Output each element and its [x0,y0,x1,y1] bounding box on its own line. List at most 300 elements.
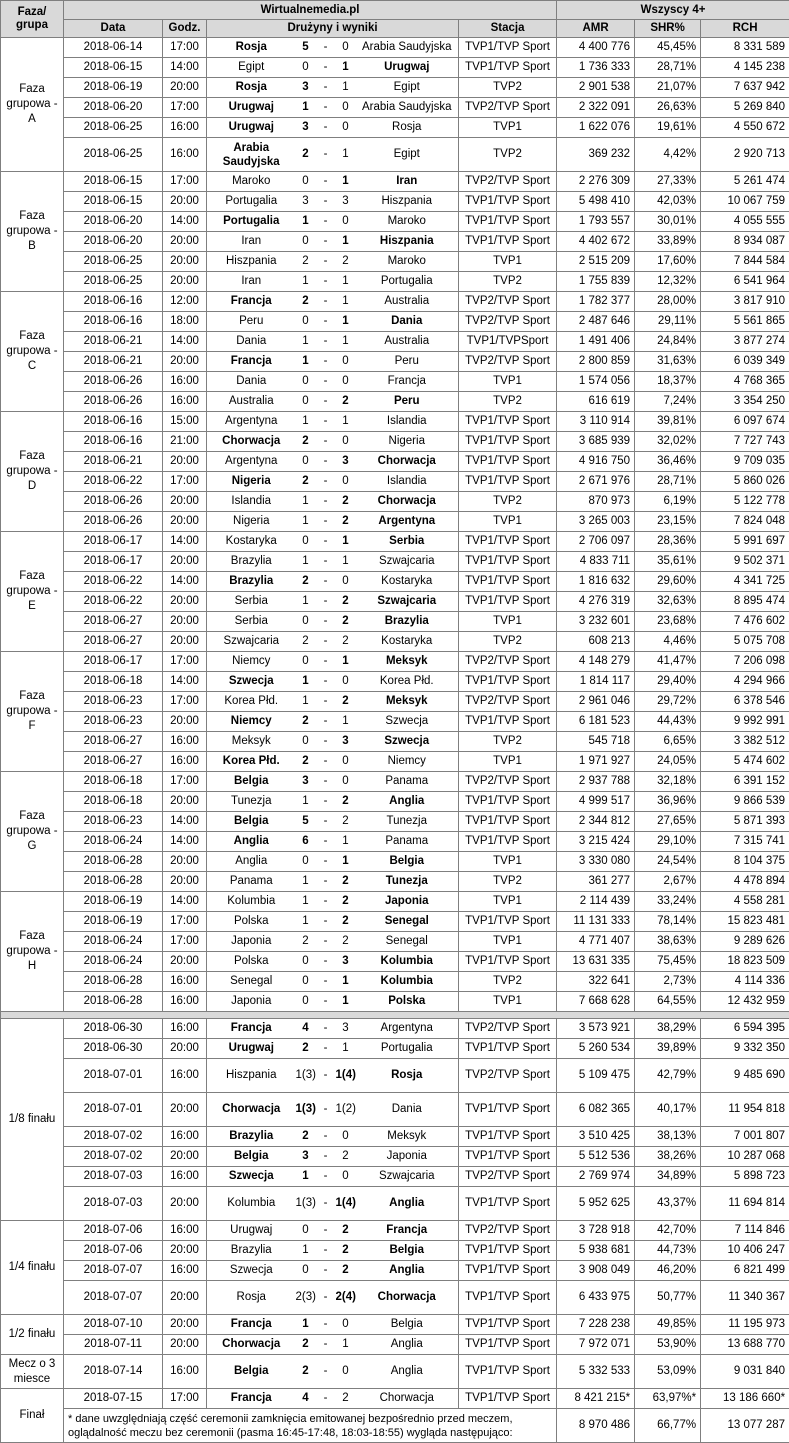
home-score: 1(3) [296,1059,316,1093]
away-score: 1 [336,78,356,98]
match-time: 20:00 [163,632,207,652]
away-team: Francja [356,1221,459,1241]
rch-value: 4 055 555 [701,212,789,232]
match-time: 16:00 [163,392,207,412]
rch-value: 9 709 035 [701,452,789,472]
match-time: 20:00 [163,1281,207,1315]
match-time: 20:00 [163,952,207,972]
match-date: 2018-07-07 [64,1261,163,1281]
home-team: Kostaryka [207,532,296,552]
match-date: 2018-06-23 [64,712,163,732]
station: TVP1/TVP Sport [459,412,557,432]
header-source: Wirtualnemedia.pl [64,1,557,20]
shr-value: 44,73% [635,1241,701,1261]
match-row [1,78,789,98]
rch-value: 4 294 966 [701,672,789,692]
home-score: 0 [296,372,316,392]
shr-value: 33,24% [635,892,701,912]
home-score: 2 [296,138,316,172]
station: TVP2 [459,972,557,992]
score-dash: - [316,892,336,912]
home-score: 3 [296,1147,316,1167]
home-score: 3 [296,192,316,212]
home-team: Japonia [207,932,296,952]
amr-value: 1 755 839 [557,272,635,292]
match-row [1,532,789,552]
match-row [1,832,789,852]
match-time: 14:00 [163,672,207,692]
shr-value: 38,29% [635,1019,701,1039]
shr-value: 29,60% [635,572,701,592]
away-score: 2 [336,692,356,712]
home-team: Francja [207,1315,296,1335]
rch-value: 5 474 602 [701,752,789,772]
score-dash: - [316,1147,336,1167]
match-row [1,992,789,1012]
away-score: 2 [336,632,356,652]
match-row [1,1147,789,1167]
match-row [1,1019,789,1039]
away-score: 1 [336,532,356,552]
amr-value: 3 265 003 [557,512,635,532]
match-time: 12:00 [163,292,207,312]
station: TVP2/TVP Sport [459,292,557,312]
away-team: Australia [356,332,459,352]
home-score: 2 [296,1039,316,1059]
home-score: 1(3) [296,1187,316,1221]
score-dash: - [316,1315,336,1335]
away-team: Maroko [356,252,459,272]
station: TVP1 [459,118,557,138]
station: TVP1/TVP Sport [459,952,557,972]
rch-value: 7 476 602 [701,612,789,632]
section-separator [1,1012,789,1019]
rch-value: 9 992 991 [701,712,789,732]
home-team: Panama [207,872,296,892]
away-team: Panama [356,832,459,852]
match-time: 14:00 [163,332,207,352]
home-team: Peru [207,312,296,332]
home-score: 4 [296,1019,316,1039]
away-team: Chorwacja [356,492,459,512]
station: TVP1/TVP Sport [459,1281,557,1315]
away-score: 2 [336,1261,356,1281]
station: TVP1 [459,892,557,912]
away-score: 0 [336,352,356,372]
rch-value: 4 558 281 [701,892,789,912]
rch-value: 4 114 336 [701,972,789,992]
score-dash: - [316,632,336,652]
rch-value: 5 269 840 [701,98,789,118]
match-row [1,852,789,872]
home-score: 1 [296,272,316,292]
rch-value: 6 039 349 [701,352,789,372]
away-team: Chorwacja [356,1389,459,1409]
home-team: Islandia [207,492,296,512]
home-team: Szwecja [207,672,296,692]
away-team: Portugalia [356,272,459,292]
away-team: Anglia [356,1355,459,1389]
rch-value: 15 823 481 [701,912,789,932]
score-dash: - [316,1241,336,1261]
away-team: Chorwacja [356,452,459,472]
match-row [1,1221,789,1241]
home-team: Polska [207,952,296,972]
rch-value: 11 954 818 [701,1093,789,1127]
final-body [1,1389,789,1443]
rch-value: 11 340 367 [701,1281,789,1315]
shr-value: 2,67% [635,872,701,892]
station: TVP1/TVP Sport [459,1335,557,1355]
rch-value-no-ceremony: 13 077 287 [701,1409,789,1443]
match-date: 2018-06-19 [64,892,163,912]
away-score: 3 [336,452,356,472]
away-team: Tunezja [356,812,459,832]
away-team: Korea Płd. [356,672,459,692]
amr-value: 5 938 681 [557,1241,635,1261]
home-score: 2(3) [296,1281,316,1315]
match-date: 2018-07-15 [64,1389,163,1409]
away-score: 0 [336,1355,356,1389]
match-time: 16:00 [163,1059,207,1093]
match-row [1,372,789,392]
amr-value: 4 148 279 [557,652,635,672]
amr-value: 870 973 [557,492,635,512]
home-score: 2 [296,432,316,452]
match-row [1,1315,789,1335]
station: TVP1/TVP Sport [459,1261,557,1281]
station: TVP1 [459,752,557,772]
header-station: Stacja [459,20,557,38]
station: TVP2/TVP Sport [459,772,557,792]
rch-value: 11 694 814 [701,1187,789,1221]
score-dash: - [316,1355,336,1389]
match-date: 2018-06-19 [64,912,163,932]
score-dash: - [316,492,336,512]
rch-value: 5 871 393 [701,812,789,832]
score-dash: - [316,512,336,532]
shr-value: 29,10% [635,832,701,852]
amr-value: 3 232 601 [557,612,635,632]
match-date: 2018-06-21 [64,332,163,352]
station: TVP2 [459,138,557,172]
match-time: 17:00 [163,692,207,712]
shr-value: 7,24% [635,392,701,412]
home-score: 0 [296,972,316,992]
away-score: 3 [336,952,356,972]
shr-value: 29,72% [635,692,701,712]
away-score: 1 [336,652,356,672]
match-time: 16:00 [163,1261,207,1281]
amr-value: 4 999 517 [557,792,635,812]
amr-value: 3 510 425 [557,1127,635,1147]
station: TVP1 [459,992,557,1012]
shr-value: 23,68% [635,612,701,632]
score-dash: - [316,832,336,852]
away-score: 1 [336,1335,356,1355]
match-time: 20:00 [163,1187,207,1221]
shr-value: 27,65% [635,812,701,832]
home-team: Szwecja [207,1167,296,1187]
match-time: 20:00 [163,78,207,98]
rch-value: 3 354 250 [701,392,789,412]
amr-value: 369 232 [557,138,635,172]
shr-value: 2,73% [635,972,701,992]
away-team: Nigeria [356,432,459,452]
match-time: 21:00 [163,432,207,452]
away-score: 0 [336,672,356,692]
away-score: 3 [336,732,356,752]
match-date: 2018-06-18 [64,672,163,692]
away-score: 1 [336,412,356,432]
away-score: 1 [336,712,356,732]
match-date: 2018-06-26 [64,372,163,392]
home-score: 3 [296,118,316,138]
amr-value: 608 213 [557,632,635,652]
match-time: 14:00 [163,892,207,912]
away-score: 0 [336,1167,356,1187]
station: TVP1/TVP Sport [459,1315,557,1335]
phase-label: Faza grupowa - H [1,892,64,1012]
away-team: Meksyk [356,692,459,712]
match-row [1,1261,789,1281]
amr-value: 2 901 538 [557,78,635,98]
amr-value: 4 916 750 [557,452,635,472]
away-team: Meksyk [356,1127,459,1147]
score-dash: - [316,592,336,612]
amr-value: 2 937 788 [557,772,635,792]
match-time: 17:00 [163,472,207,492]
match-date: 2018-06-16 [64,412,163,432]
away-team: Peru [356,352,459,372]
away-team: Chorwacja [356,1281,459,1315]
match-date: 2018-06-25 [64,252,163,272]
away-score: 2 [336,612,356,632]
match-time: 16:00 [163,752,207,772]
home-team: Japonia [207,992,296,1012]
amr-value: 2 800 859 [557,352,635,372]
shr-value: 4,42% [635,138,701,172]
match-date: 2018-06-28 [64,852,163,872]
rch-value: 7 114 846 [701,1221,789,1241]
station: TVP1/TVP Sport [459,472,557,492]
score-dash: - [316,532,336,552]
match-date: 2018-06-20 [64,212,163,232]
score-dash: - [316,552,336,572]
amr-value: 11 131 333 [557,912,635,932]
home-team: Dania [207,372,296,392]
match-time: 17:00 [163,932,207,952]
match-row [1,1059,789,1093]
match-row [1,118,789,138]
rch-value: 9 502 371 [701,552,789,572]
rch-value: 4 768 365 [701,372,789,392]
amr-value: 5 952 625 [557,1187,635,1221]
phase-label: Faza grupowa - B [1,172,64,292]
away-score: 2(4) [336,1281,356,1315]
match-date: 2018-06-25 [64,118,163,138]
station: TVP1 [459,252,557,272]
match-time: 16:00 [163,1355,207,1389]
home-score: 1 [296,592,316,612]
score-dash: - [316,752,336,772]
away-score: 1 [336,292,356,312]
shr-value: 32,02% [635,432,701,452]
score-dash: - [316,172,336,192]
shr-value: 24,84% [635,332,701,352]
match-time: 20:00 [163,872,207,892]
amr-value: 4 276 319 [557,592,635,612]
home-score: 3 [296,772,316,792]
score-dash: - [316,138,336,172]
footnote: * dane uwzględniają część ceremonii zamknięcia emitowanej bezpośrednio przed meczem, oglądalność meczu bez ceremonii (pasma 16:45-17:48, 18:03-18:55) wygląda następująco: [64,1409,557,1443]
match-row [1,432,789,452]
away-team: Szwecja [356,732,459,752]
match-time: 17:00 [163,652,207,672]
home-team: Belgia [207,812,296,832]
shr-value: 28,71% [635,58,701,78]
home-score: 0 [296,852,316,872]
match-row [1,172,789,192]
home-score: 0 [296,452,316,472]
away-team: Rosja [356,118,459,138]
match-row [1,672,789,692]
station: TVP2/TVP Sport [459,172,557,192]
header-shr: SHR% [635,20,701,38]
away-team: Egipt [356,78,459,98]
home-score: 0 [296,652,316,672]
station: TVP2 [459,78,557,98]
away-score: 1(2) [336,1093,356,1127]
match-row [1,252,789,272]
home-team: Australia [207,392,296,412]
home-team: Tunezja [207,792,296,812]
home-team: Hiszpania [207,252,296,272]
score-dash: - [316,1187,336,1221]
home-score: 5 [296,812,316,832]
match-date: 2018-07-02 [64,1147,163,1167]
rch-value: 8 895 474 [701,592,789,612]
score-dash: - [316,252,336,272]
home-team: Belgia [207,1147,296,1167]
rch-value: 7 727 743 [701,432,789,452]
amr-value: 3 573 921 [557,1019,635,1039]
away-score: 1(4) [336,1187,356,1221]
home-team: Nigeria [207,512,296,532]
match-row [1,592,789,612]
station: TVP2/TVP Sport [459,692,557,712]
score-dash: - [316,572,336,592]
match-date: 2018-06-25 [64,138,163,172]
home-score: 2 [296,932,316,952]
away-score: 2 [336,1147,356,1167]
station: TVP1/TVP Sport [459,812,557,832]
match-date: 2018-06-16 [64,432,163,452]
score-dash: - [316,38,336,58]
station: TVP1/TVP Sport [459,58,557,78]
match-date: 2018-06-23 [64,692,163,712]
phase-label: Faza grupowa - A [1,38,64,172]
station: TVP1/TVP Sport [459,1241,557,1261]
rch-value: 5 261 474 [701,172,789,192]
shr-value: 6,19% [635,492,701,512]
header-date: Data [64,20,163,38]
match-date: 2018-06-15 [64,192,163,212]
amr-value: 2 671 976 [557,472,635,492]
match-date: 2018-07-06 [64,1221,163,1241]
home-score: 5 [296,38,316,58]
station: TVP1/TVP Sport [459,712,557,732]
home-score: 1 [296,892,316,912]
header-amr: AMR [557,20,635,38]
match-time: 20:00 [163,792,207,812]
match-row [1,692,789,712]
away-score: 0 [336,752,356,772]
station: TVP1/TVP Sport [459,212,557,232]
match-date: 2018-06-30 [64,1019,163,1039]
home-team: Maroko [207,172,296,192]
shr-value: 29,40% [635,672,701,692]
home-score: 2 [296,1335,316,1355]
away-score: 2 [336,932,356,952]
match-row [1,872,789,892]
station: TVP1 [459,932,557,952]
away-team: Szwajcaria [356,1167,459,1187]
match-date: 2018-06-14 [64,38,163,58]
shr-value: 42,70% [635,1221,701,1241]
station: TVP1 [459,512,557,532]
home-score: 2 [296,632,316,652]
shr-value: 40,17% [635,1093,701,1127]
home-score: 0 [296,312,316,332]
away-team: Japonia [356,1147,459,1167]
shr-value: 31,63% [635,352,701,372]
home-score: 2 [296,292,316,312]
match-time: 16:00 [163,1221,207,1241]
away-team: Islandia [356,472,459,492]
station: TVP2 [459,872,557,892]
amr-value: 3 685 939 [557,432,635,452]
match-row [1,58,789,78]
phase-label: 1/8 finału [1,1019,64,1221]
away-score: 2 [336,872,356,892]
station: TVP1/TVP Sport [459,672,557,692]
away-team: Kostaryka [356,572,459,592]
amr-value: 322 641 [557,972,635,992]
score-dash: - [316,1093,336,1127]
away-score: 2 [336,1221,356,1241]
rch-value: 5 122 778 [701,492,789,512]
station: TVP2/TVP Sport [459,1221,557,1241]
score-dash: - [316,192,336,212]
rch-value: 8 104 375 [701,852,789,872]
match-row [1,812,789,832]
station: TVP1/TVP Sport [459,1039,557,1059]
amr-value: 3 110 914 [557,412,635,432]
home-team: Chorwacja [207,432,296,452]
score-dash: - [316,1167,336,1187]
rch-value: 4 145 238 [701,58,789,78]
rch-value: 6 594 395 [701,1019,789,1039]
shr-value: 21,07% [635,78,701,98]
home-team: Anglia [207,852,296,872]
score-dash: - [316,372,336,392]
match-date: 2018-06-28 [64,992,163,1012]
match-row [1,1335,789,1355]
score-dash: - [316,812,336,832]
match-date: 2018-06-28 [64,972,163,992]
home-team: Portugalia [207,192,296,212]
